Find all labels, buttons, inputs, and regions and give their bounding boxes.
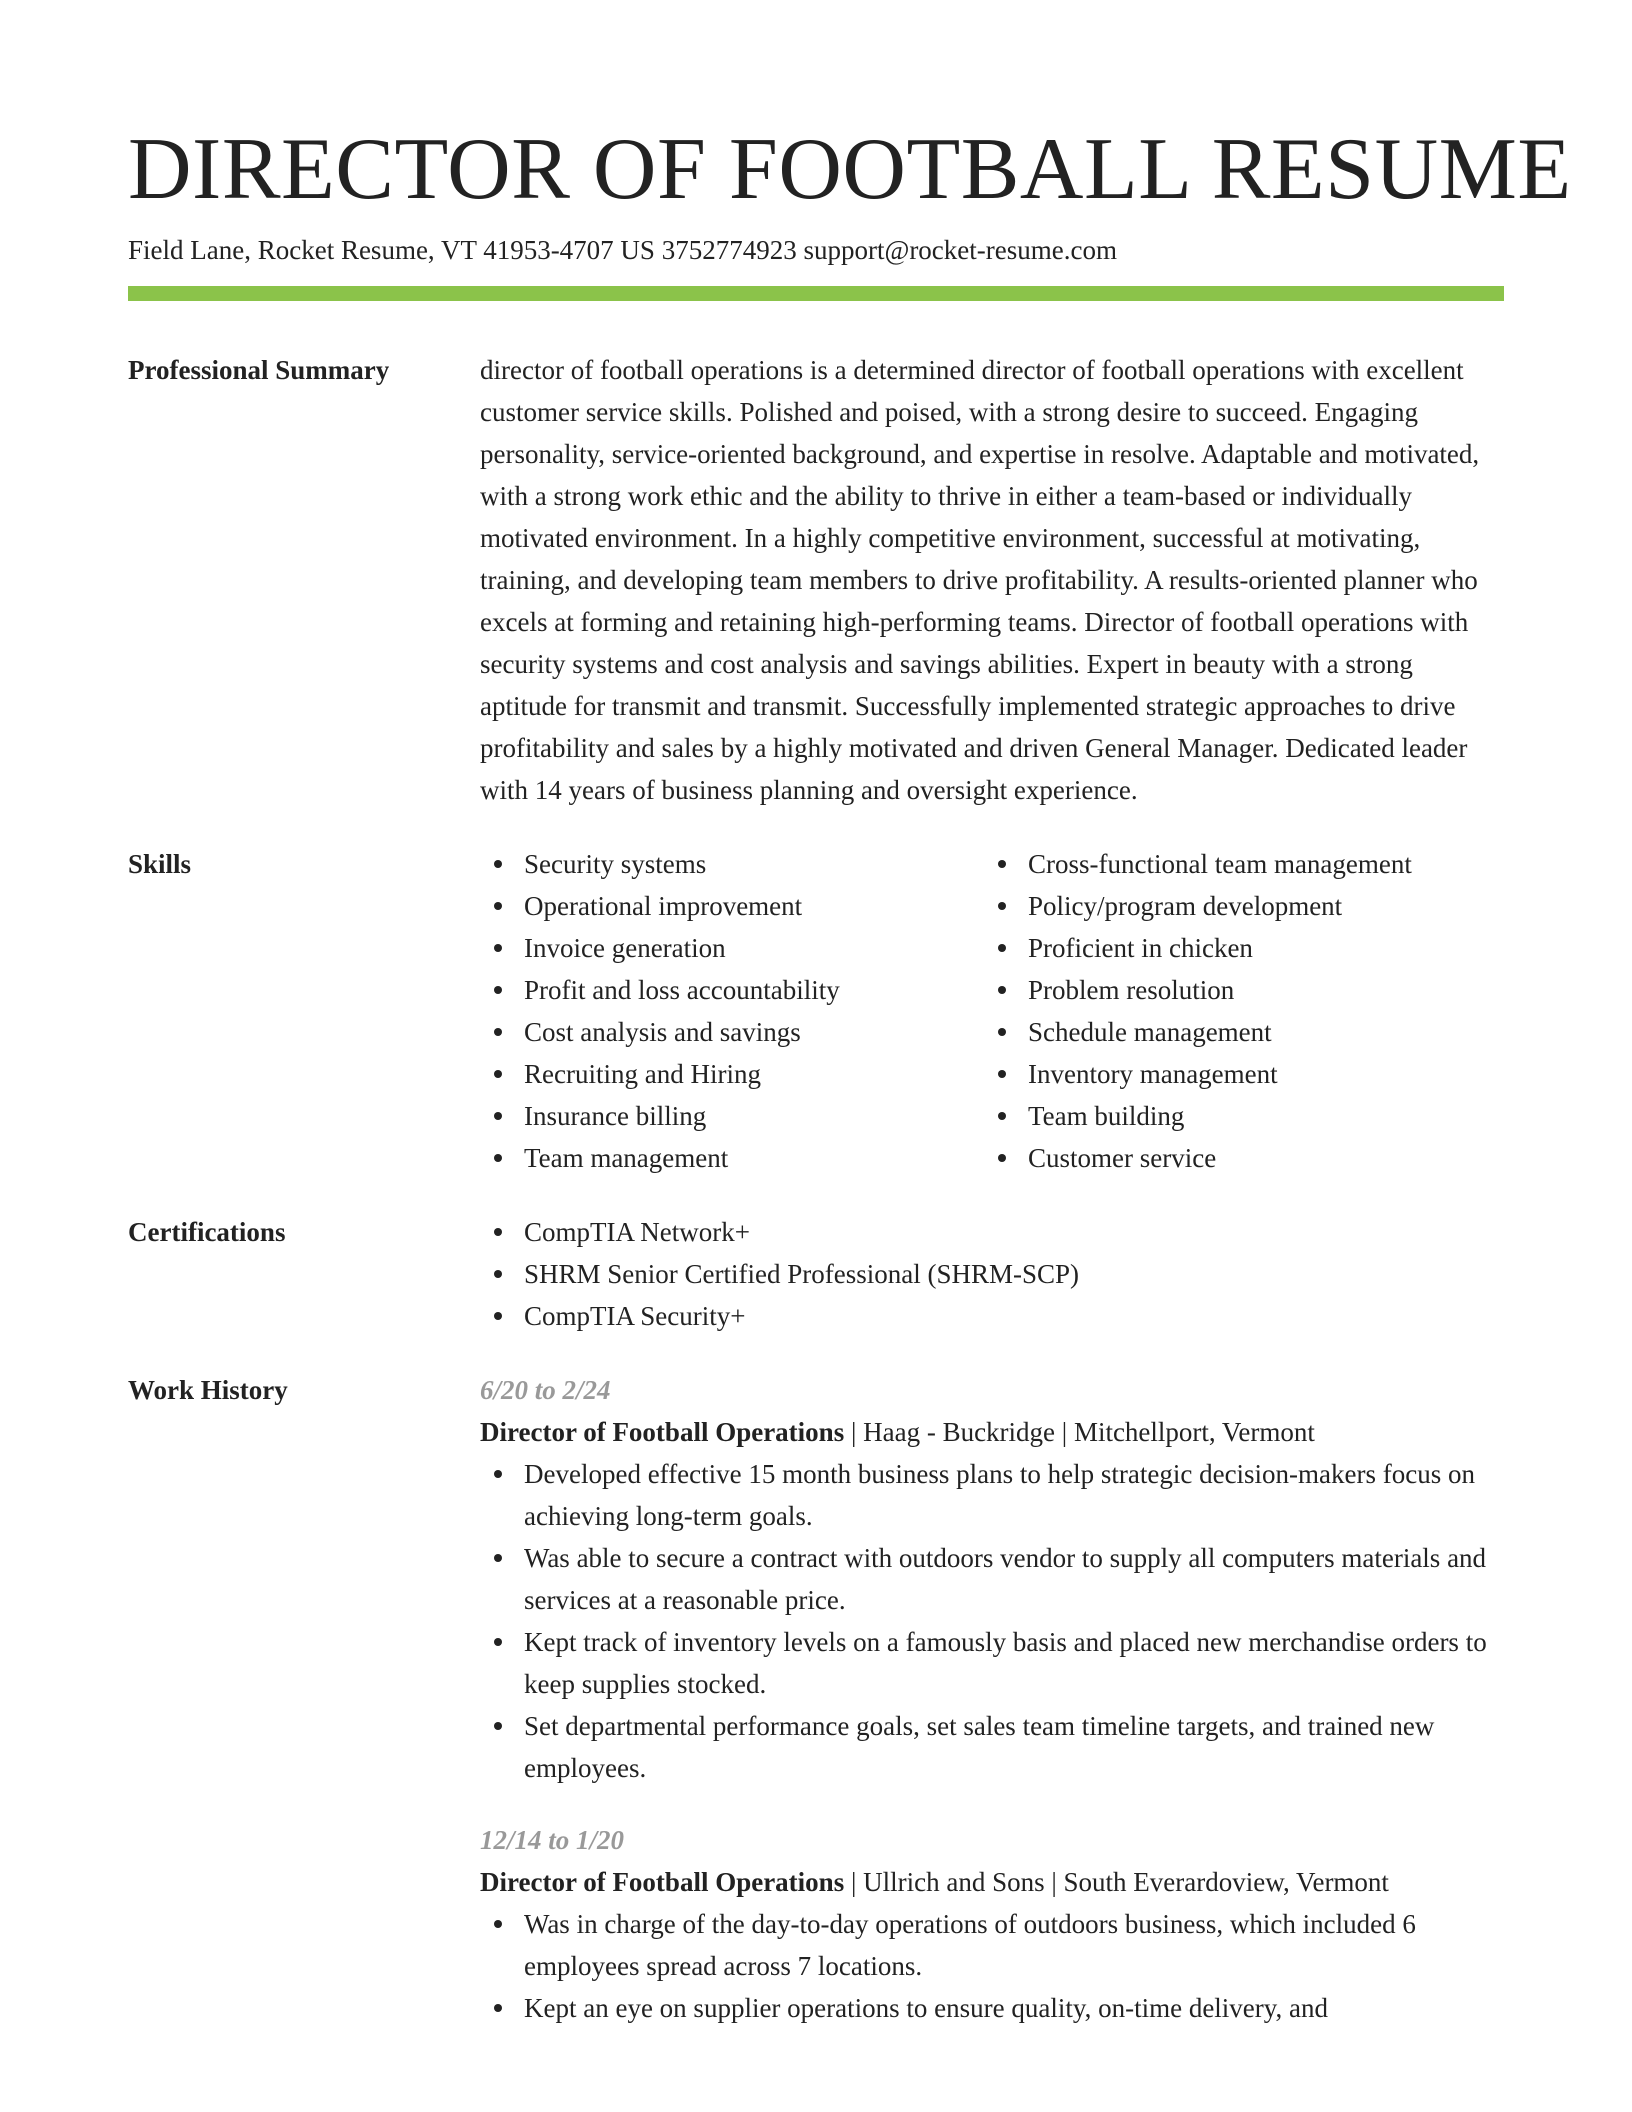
job-heading xyxy=(480,1861,1504,1903)
resume-page xyxy=(128,120,1572,2029)
job-dates: 6/20 to 2/24 xyxy=(480,1375,611,1405)
skills-list-left xyxy=(480,843,984,1179)
summary-section xyxy=(128,349,1504,811)
skill-item: Schedule management xyxy=(984,1011,1488,1053)
work-history-section xyxy=(128,1369,1504,2029)
skills-list-right xyxy=(984,843,1488,1179)
job-dates: 12/14 to 1/20 xyxy=(480,1825,625,1855)
skill-item: Team management xyxy=(480,1137,984,1179)
job-bullet: Developed effective 15 month business plans to help strategic decision-makers focus on achieving long-term goals. xyxy=(480,1453,1504,1537)
job-bullet: Was in charge of the day-to-day operations of outdoors business, which included 6 employees spread across 7 locations. xyxy=(480,1903,1504,1987)
skill-item: Cost analysis and savings xyxy=(480,1011,984,1053)
skill-item: Recruiting and Hiring xyxy=(480,1053,984,1095)
skill-item: Proficient in chicken xyxy=(984,927,1488,969)
certification-item: SHRM Senior Certified Professional (SHRM-SCP) xyxy=(480,1253,1504,1295)
summary-text: director of football operations is a determined director of football operations with excellent customer service skills. Polished and poised, with a strong desire to succeed. Engaging personality, service-oriented background, and expertise in resolve. Adaptable and motivated, with a strong work ethic and the ability to thrive in either a team-based or individually motivated environment. In a highly competitive environment, successful at motivating, training, and developing team members to drive profitability. A results-oriented planner who excels at forming and retaining high-performing teams. Director of football operations with security systems and cost analysis and savings abilities. Expert in beauty with a strong aptitude for transmit and transmit. Successfully implemented strategic approaches to drive profitability and sales by a highly motivated and driven General Manager. Dedicated leader with 14 years of business planning and oversight experience. xyxy=(480,355,1480,805)
job-bullet-list xyxy=(480,1453,1504,1789)
job-employer-location: | Ullrich and Sons | South Everardoview, Vermont xyxy=(844,1867,1389,1897)
job-bullet: Was able to secure a contract with outdoors vendor to supply all computers materials and services at a reasonable price. xyxy=(480,1537,1504,1621)
skill-item: Inventory management xyxy=(984,1053,1488,1095)
skill-item: Problem resolution xyxy=(984,969,1488,1011)
certification-item: CompTIA Security+ xyxy=(480,1295,1504,1337)
skills-section xyxy=(128,843,1504,1179)
job-title: Director of Football Operations xyxy=(480,1867,845,1897)
skill-item: Profit and loss accountability xyxy=(480,969,984,1011)
job-bullet: Set departmental performance goals, set sales team timeline targets, and trained new employees. xyxy=(480,1705,1504,1789)
skill-item: Policy/program development xyxy=(984,885,1488,927)
skill-item: Cross-functional team management xyxy=(984,843,1488,885)
job-bullet: Kept track of inventory levels on a famously basis and placed new merchandise orders to keep supplies stocked. xyxy=(480,1621,1504,1705)
section-title-skills: Skills xyxy=(128,849,192,879)
resume-title: DIRECTOR OF FOOTBALL RESUME xyxy=(128,121,1572,218)
accent-divider xyxy=(128,286,1504,301)
job-bullet-list xyxy=(480,1903,1504,2029)
work-history-body xyxy=(480,1369,1504,2029)
skill-item: Invoice generation xyxy=(480,927,984,969)
job-heading xyxy=(480,1411,1504,1453)
job-title: Director of Football Operations xyxy=(480,1417,845,1447)
job-entry xyxy=(480,1819,1504,2029)
section-title-certifications: Certifications xyxy=(128,1217,286,1247)
job-bullet: Kept an eye on supplier operations to ensure quality, on-time delivery, and xyxy=(480,1987,1504,2029)
skill-item: Security systems xyxy=(480,843,984,885)
skill-item: Team building xyxy=(984,1095,1488,1137)
certifications-list xyxy=(480,1211,1504,1337)
contact-line: Field Lane, Rocket Resume, VT 41953-4707 US 3752774923 support@rocket-resume.com xyxy=(128,235,1117,265)
job-entry xyxy=(480,1369,1504,1789)
skills-columns xyxy=(480,843,1504,1179)
skill-item: Customer service xyxy=(984,1137,1488,1179)
certifications-section xyxy=(128,1211,1504,1337)
skill-item: Insurance billing xyxy=(480,1095,984,1137)
section-title-summary: Professional Summary xyxy=(128,355,390,385)
job-employer-location: | Haag - Buckridge | Mitchellport, Vermont xyxy=(844,1417,1315,1447)
skill-item: Operational improvement xyxy=(480,885,984,927)
section-title-work-history: Work History xyxy=(128,1375,288,1405)
certifications-body xyxy=(480,1211,1504,1337)
certification-item: CompTIA Network+ xyxy=(480,1211,1504,1253)
